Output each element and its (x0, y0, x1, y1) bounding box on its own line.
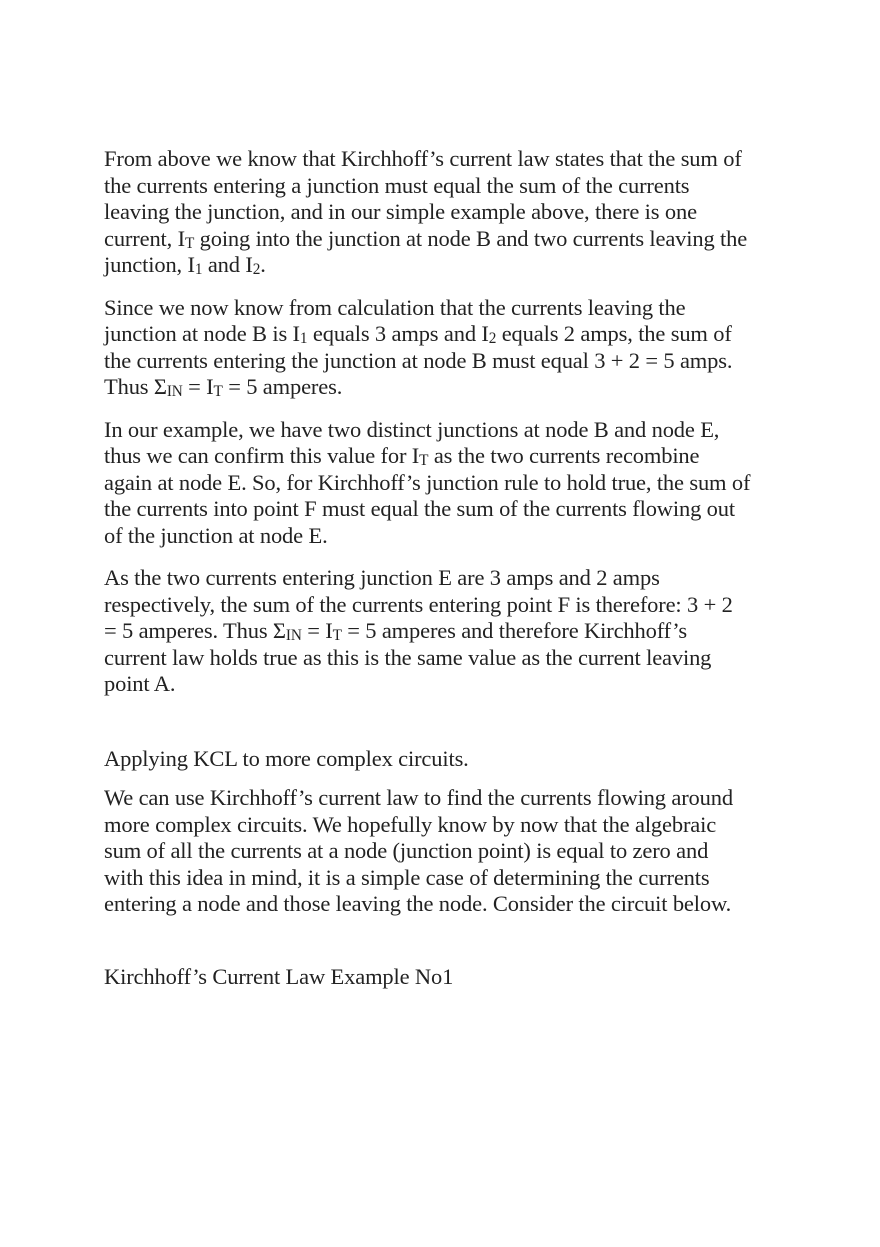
text-run: . (260, 252, 266, 277)
text-run: = 5 amperes. (222, 374, 343, 399)
text-line (104, 321, 794, 348)
text-line (104, 226, 794, 253)
text-line: Since we now know from calculation that the currents leaving the (104, 294, 686, 320)
text-line: From above we know that Kirchhoff’s current law states that the sum of (104, 146, 742, 171)
subscript: 1 (194, 260, 203, 278)
heading-text: Applying KCL to more complex circuits. (104, 745, 469, 771)
text-line: We can use Kirchhoff’s current law to find the currents flowing around (104, 785, 733, 810)
text-run: going into the junction at node B and two currents leaving the (194, 225, 748, 251)
example-caption (104, 964, 794, 991)
text-run: as the two currents recombine (428, 443, 700, 468)
text-line: with this idea in mind, it is a simple case of determining the currents (104, 864, 710, 890)
text-run: equals 2 amps, the sum of (496, 321, 732, 346)
text-line: leaving the junction, and in our simple example above, there is one (104, 199, 697, 224)
text-line: again at node E. So, for Kirchhoff’s junction rule to hold true, the sum of (104, 469, 751, 495)
text-line: respectively, the sum of the currents entering point F is therefore: 3 + 2 (104, 591, 733, 617)
text-line: the currents into point F must equal the sum of the currents flowing out (104, 496, 735, 521)
text-run: junction, I (104, 252, 195, 277)
subscript: IN (285, 626, 302, 644)
subscript: 2 (488, 329, 497, 347)
paragraph-kcl-definition (104, 146, 794, 279)
document-body (104, 146, 794, 990)
text-line: As the two currents entering junction E are 3 amps and 2 amps (104, 565, 660, 590)
text-line (104, 443, 794, 470)
paragraph-junction-e (104, 565, 794, 698)
subscript: IN (166, 382, 183, 400)
paragraph-two-junctions (104, 417, 794, 550)
text-line: point A. (104, 671, 176, 696)
text-run: junction at node B is I (104, 321, 300, 346)
text-run: and I (202, 252, 253, 277)
text-line: sum of all the currents at a node (junction point) is equal to zero and (104, 838, 709, 863)
text-line: more complex circuits. We hopefully know by now that the algebraic (104, 811, 717, 837)
text-line: entering a node and those leaving the node. Consider the circuit below. (104, 891, 732, 916)
subscript: 2 (252, 260, 261, 278)
text-run: = 5 amperes and therefore Kirchhoff’s (341, 618, 687, 643)
subscript: T (332, 626, 342, 644)
text-line (104, 252, 794, 279)
text-run: thus we can confirm this value for I (104, 443, 420, 468)
paragraph-complex-circuits (104, 785, 794, 918)
subscript: 1 (299, 329, 308, 347)
text-line: In our example, we have two distinct junctions at node B and node E, (104, 416, 720, 442)
subscript: T (419, 451, 429, 469)
text-run: Thus Σ (104, 374, 167, 399)
text-run: current, I (104, 225, 185, 251)
text-line (104, 618, 794, 645)
text-line: the currents entering the junction at node B must equal 3 + 2 = 5 amps. (104, 347, 733, 373)
text-line (104, 374, 794, 401)
section-heading (104, 746, 794, 773)
text-run: equals 3 amps and I (307, 321, 489, 346)
text-run: = I (301, 618, 333, 643)
text-run: = I (182, 374, 214, 399)
text-run: = 5 amperes. Thus Σ (104, 618, 286, 643)
subscript: T (184, 234, 195, 252)
text-line: of the junction at node E. (104, 522, 328, 548)
text-line: the currents entering a junction must equal the sum of the currents (104, 172, 690, 198)
caption-text: Kirchhoff’s Current Law Example No1 (104, 963, 454, 989)
text-line: current law holds true as this is the same value as the current leaving (104, 644, 712, 670)
paragraph-node-b-sum (104, 295, 794, 401)
subscript: T (213, 382, 223, 400)
